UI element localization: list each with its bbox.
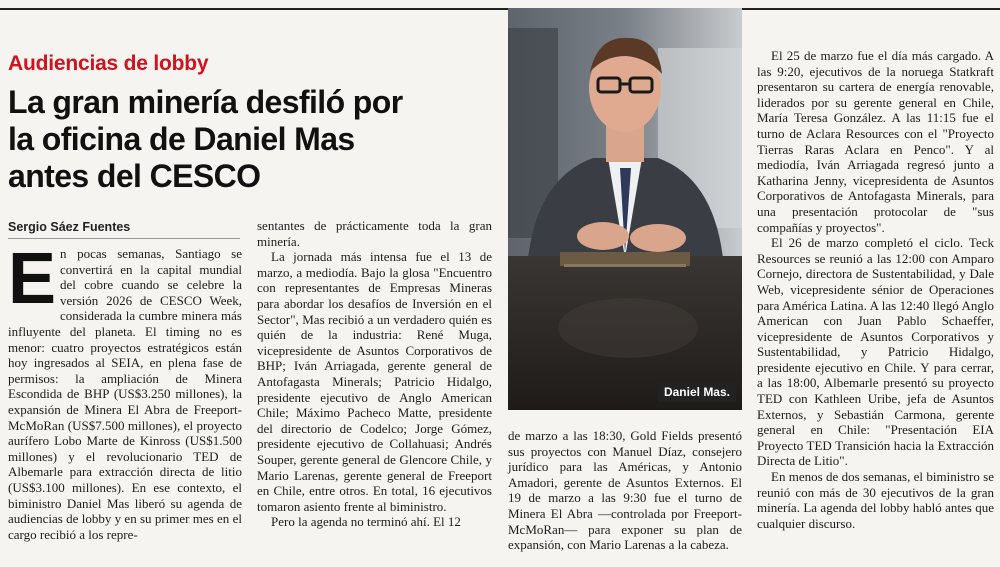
article-column-2 xyxy=(257,218,492,530)
headline-line-3: antes del CESCO xyxy=(8,158,261,194)
section-kicker: Audiencias de lobby xyxy=(8,52,209,75)
lead-text: n pocas semanas, Santiago se convertirá en la capital mundial del cobre cuando se celebre la versión 2026 de CESCO Week, considerada la cumbre minera más influyente del planeta. El timing no es menor: cuatro proyectos estratégicos están hoy ingresados al SEIA, en plena fase de permisos: la ampliación de Minera Escondida de BHP (US$3.250 millones), la expansión de Minera El Abra de Freeport-McMoRan (US$7.500 millones), el proyecto aurífero Lobo Marte de Kinross (US$1.500 millones) y el revolucionario TED de Albemarle para extracción directa de litio (US$3.100 millones). En ese contexto, el biministro Daniel Mas liberó su agenda de audiencias de lobby y en su primer mes en el cargo recibió a los repre- xyxy=(8,246,242,542)
drop-cap: E xyxy=(8,239,57,319)
paragraph: En menos de dos semanas, el biministro se reunió con más de 30 ejecutivos de la gran minería. La agenda del lobby habló antes que cualquier discurso. xyxy=(757,469,994,531)
paragraph: sentantes de prácticamente toda la gran minería. xyxy=(257,218,492,249)
headline-line-1: La gran minería desfiló por xyxy=(8,84,403,120)
portrait-illustration xyxy=(508,8,742,410)
paragraph: El 25 de marzo fue el día más cargado. A las 9:20, ejecutivos de la noruega Statkraft presentaron su cartera de energía renovable, liderados por su gerente general en Chile, María Teresa González. A las 11:15 fue el turno de Aclara Resources con el "Proyecto Tierras Raras Aclara en Penco". Y al mediodía, Iván Arriagada regresó junto a Katharina Jenny, vicepresidenta de Asuntos Corporativos de Antofagasta Minerals, para una presentación protocolar de "sus compañías y proyectos". xyxy=(757,48,994,235)
article-column-1 xyxy=(8,239,242,542)
article-column-3 xyxy=(508,428,742,553)
headline-line-2: la oficina de Daniel Mas xyxy=(8,121,355,157)
byline: Sergio Sáez Fuentes xyxy=(8,220,131,234)
paragraph: Pero la agenda no terminó ahí. El 12 xyxy=(271,514,461,530)
top-rule xyxy=(0,8,1000,10)
paragraph: El 26 de marzo completó el ciclo. Teck Resources se reunió a las 12:00 con Amparo Cornejo, directora de Sustentabilidad, y Dale Web, vicepresidente sénior de Operaciones para América Latina. A las 12:40 llegó Anglo American con Juan Pablo Schaeffer, vicepresidente de Asuntos Corporativos y Sustentabilidad, y Patricio Hidalgo, presidente ejecutivo en Chile. Y para cerrar, a las 18:00, Albemarle presentó su proyecto TED con Kathleen Uribe, jefa de Asuntos Externos, y Sebastián Carmona, gerente general en Chile: "Presentación EIA Proyecto TED Transición hacia la Extracción Directa de Litio". xyxy=(757,235,994,469)
article-column-4 xyxy=(757,48,994,531)
paragraph: La jornada más intensa fue el 13 de marzo, a mediodía. Bajo la glosa "Encuentro con representantes de Empresas Mineras para abordar los desafíos de Inversión en el Sector", Mas recibió a un verdadero quién es quién de la industria: René Muga, vicepresidente de Asuntos Corporativos de BHP; Iván Arriagada, gerente general de Antofagasta Minerals; Patricio Hidalgo, presidente ejecutivo de Anglo American Chile; Máximo Pacheco Matte, presidente del directorio de Codelco; Jorge Gómez, presidente ejecutivo de Collahuasi; Andrés Souper, gerente general de Glencore Chile, y Mario Larenas, gerente general de Freeport en Chile, entre otros. En total, 16 ejecutivos tomaron asiento frente al biministro. xyxy=(257,249,492,514)
portrait-photo xyxy=(508,8,742,410)
headline xyxy=(8,84,503,195)
paragraph: de marzo a las 18:30, Gold Fields presentó sus proyectos con Manuel Díaz, consejero jurídico para las Américas, y Antonio Amadori, gerente de Asuntos Externos. El 19 de marzo a las 9:30 fue el turno de Minera El Abra —controlada por Freeport-McMoRan— para exponer su plan de expansión, con Mario Larenas a la cabeza. xyxy=(508,428,742,553)
lead-paragraph xyxy=(8,239,242,542)
photo-caption: Daniel Mas. xyxy=(658,382,736,402)
